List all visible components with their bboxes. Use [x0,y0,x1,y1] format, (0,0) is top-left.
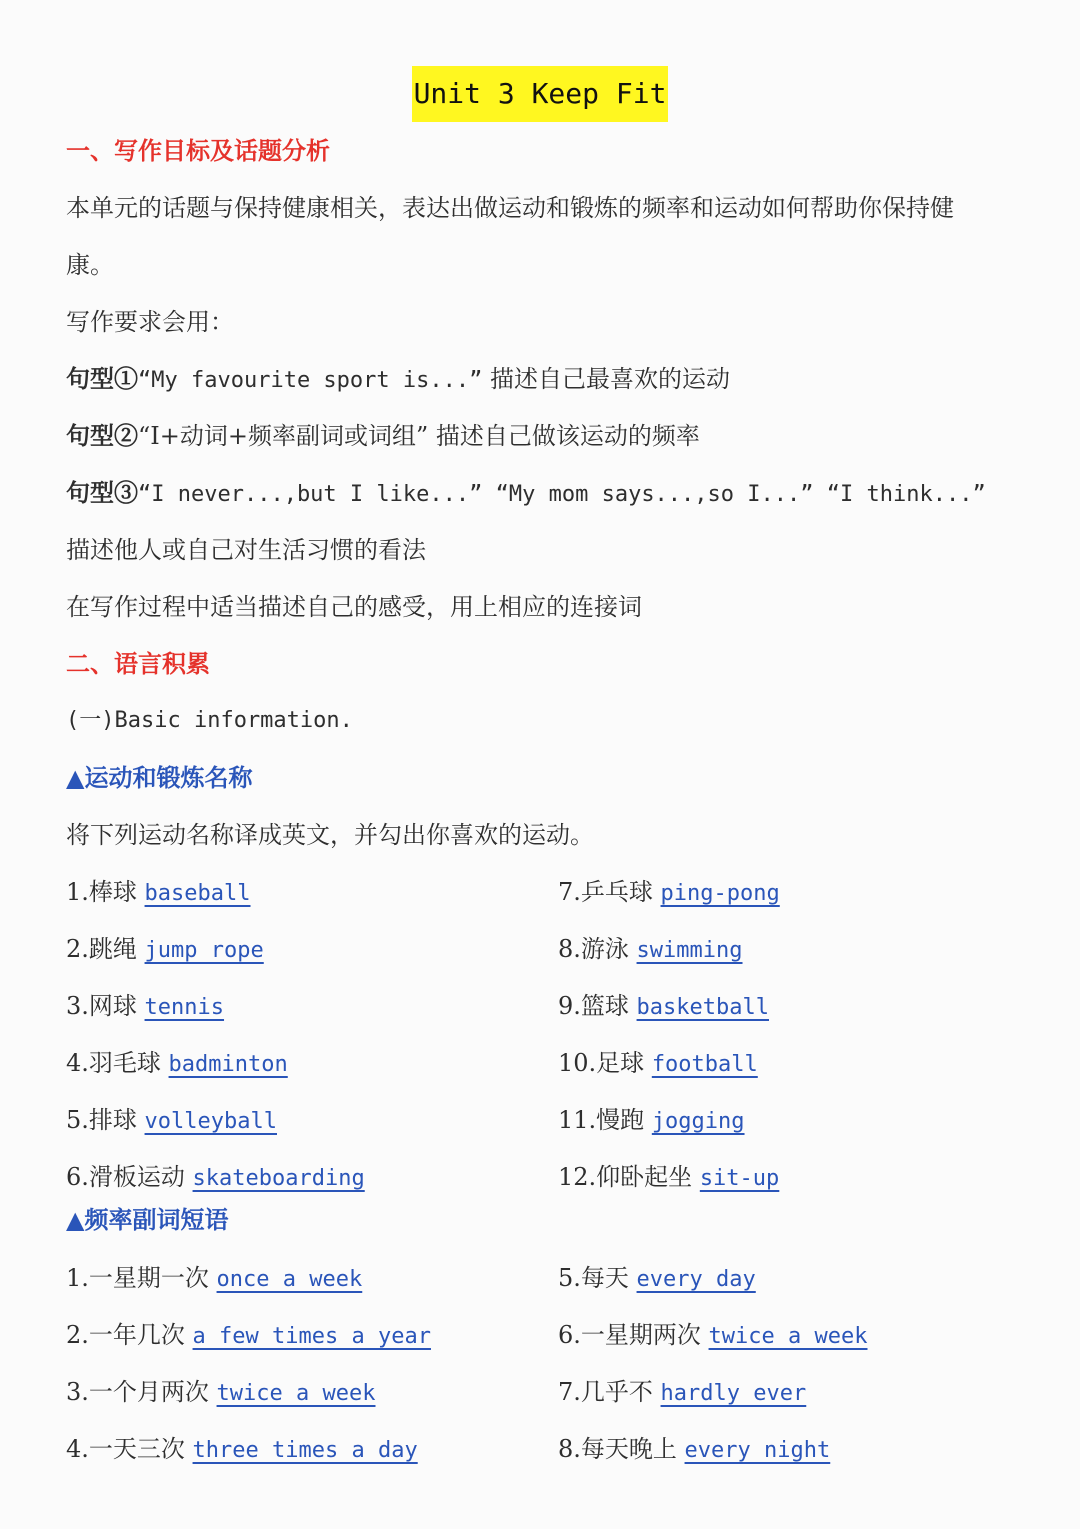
sentence-pattern-2 [66,420,700,452]
list-item: 10.足球 football [558,1049,758,1077]
list-item: 7.几乎不 hardly ever [558,1378,807,1406]
title-container [0,66,1080,122]
sports-heading: ▲运动和锻炼名称 [66,764,253,792]
writing-note: 在写作过程中适当描述自己的感受，用上相应的连接词 [66,593,642,621]
answer-text: basketball [636,995,769,1020]
basic-information-label: (一)Basic information. [66,708,353,733]
answer-text: baseball [144,881,251,906]
list-item: 2.跳绳 jump rope [66,935,264,963]
answer-text: skateboarding [192,1166,365,1191]
pattern-label: 句型① [66,364,138,393]
intro-text-line-2: 康。 [66,251,114,279]
pattern-desc: 描述自己做该运动的频率 [435,422,700,450]
sports-instruction: 将下列运动名称译成英文，并勾出你喜欢的运动。 [66,821,594,849]
list-item: 5.每天 every day [558,1264,756,1292]
answer-text: badminton [168,1052,288,1077]
sentence-pattern-1 [66,363,730,397]
pattern-label: 句型③ [66,478,138,507]
list-item: 8.游泳 swimming [558,935,743,963]
pattern-label: 句型② [66,421,138,450]
list-item: 3.一个月两次 twice a week [66,1378,376,1406]
answer-text: twice a week [708,1324,868,1349]
list-item: 12.仰卧起坐 sit-up [558,1163,780,1191]
answer-text: swimming [636,938,743,963]
section-heading-language: 二、语言积累 [66,650,210,678]
list-item: 6.一星期两次 twice a week [558,1321,868,1349]
list-item: 4.一天三次 three times a day [66,1435,418,1463]
section-heading-writing-goals: 一、写作目标及话题分析 [66,137,330,165]
answer-text: ping-pong [660,881,780,906]
answer-text: volleyball [144,1109,277,1134]
pattern-quote: “I never...,but I like...” “My mom says...,so I...” “I think...” [138,482,986,507]
answer-text: every day [636,1267,756,1292]
answer-text: hardly ever [660,1381,807,1406]
list-item: 7.乒乓球 ping-pong [558,878,780,906]
list-item: 4.羽毛球 badminton [66,1049,288,1077]
answer-text: jump rope [144,938,264,963]
frequency-heading: ▲频率副词短语 [66,1206,229,1234]
list-item: 8.每天晚上 every night [558,1435,831,1463]
answer-text: tennis [144,995,225,1020]
intro-text-line-1: 本单元的话题与保持健康相关，表达出做运动和锻炼的频率和运动如何帮助你保持健 [66,194,954,222]
list-item: 3.网球 tennis [66,992,225,1020]
answer-text: jogging [651,1109,745,1134]
answer-text: twice a week [216,1381,376,1406]
list-item: 6.滑板运动 skateboarding [66,1163,365,1191]
answer-text: three times a day [192,1438,418,1463]
list-item: 2.一年几次 a few times a year [66,1321,431,1349]
list-item: 5.排球 volleyball [66,1106,277,1134]
sentence-pattern-3 [66,477,986,511]
answer-text: once a week [216,1267,363,1292]
list-item: 9.篮球 basketball [558,992,769,1020]
pattern-quote: “I+动词+频率副词或词组” [138,422,429,450]
pattern-desc: 描述自己最喜欢的运动 [490,365,731,393]
pattern-quote: “My favourite sport is...” [138,368,483,393]
answer-text: a few times a year [192,1324,431,1349]
answer-text: every night [684,1438,831,1463]
answer-text: football [651,1052,758,1077]
list-item: 1.一星期一次 once a week [66,1264,363,1292]
requirements-label: 写作要求会用： [66,308,234,336]
answer-text: sit-up [699,1166,780,1191]
list-item: 11.慢跑 jogging [558,1106,745,1134]
pattern-3-desc: 描述他人或自己对生活习惯的看法 [66,536,426,564]
list-item: 1.棒球 baseball [66,878,251,906]
page-title: Unit 3 Keep Fit [412,66,669,122]
